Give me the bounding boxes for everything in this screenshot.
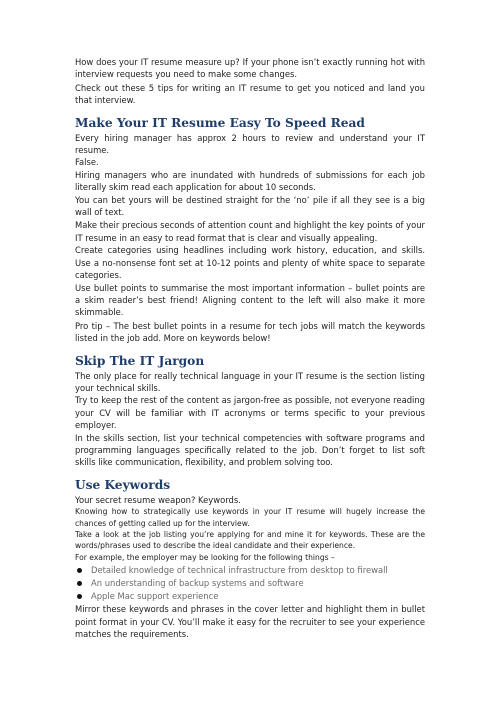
bullet-icon: [77, 581, 82, 586]
body-paragraph: Use bullet points to summarise the most important information – bullet points are a skim reader’s best friend! Aligning content to the left will also make it more skimmable.: [75, 282, 425, 318]
body-paragraph: Your secret resume weapon? Keywords.: [75, 494, 241, 505]
keyword-bullet-list: [75, 564, 425, 603]
list-item: An understanding of backup systems and software: [75, 577, 425, 590]
body-paragraph: You can bet yours will be destined straight for the ‘no’ pile if all they see is a big wall of text.: [75, 194, 425, 218]
body-paragraph: Make their precious seconds of attention count and highlight the key points of your IT resume in an easy to read format that is clear and visually appealing.: [75, 220, 425, 243]
list-item: Apple Mac support experience: [75, 590, 425, 603]
body-paragraph: The only place for really technical language in your IT resume is the section listing your technical skills.: [75, 370, 425, 393]
body-paragraph: False.: [75, 157, 99, 168]
intro-paragraph: How does your IT resume measure up? If your phone isn’t exactly running hot with interview requests you need to make some changes.: [75, 57, 425, 80]
body-paragraph: Hiring managers who are inundated with hundreds of submissions for each job literally skim read each application for about 10 seconds.: [75, 169, 425, 193]
body-paragraph: Create categories using headlines including work history, education, and skills. Use a no-nonsense font set at 10-12 points and plenty of white space to separate categories.: [75, 245, 425, 281]
body-paragraph: In the skills section, list your technical competencies with software programs and programming languages specifically related to the job. Don’t forget to list soft skills like communication, flexibility, and problem solving too.: [75, 432, 425, 468]
list-item: Detailed knowledge of technical infrastructure from desktop to firewall: [75, 564, 425, 577]
document-page: [75, 56, 425, 640]
body-paragraph: Pro tip – The best bullet points in a resume for tech jobs will match the keywords listed in the job add. More on keywords below!: [75, 320, 425, 344]
section-heading-keywords: Use Keywords: [75, 477, 171, 492]
section-heading-jargon: Skip The IT Jargon: [75, 353, 205, 368]
body-paragraph: Take a look at the job listing you’re applying for and mine it for keywords. These are the words/phrases used to describe the ideal candidate and their experience.: [75, 530, 425, 551]
bullet-icon: [77, 594, 82, 599]
section-heading-speed-read: Make Your IT Resume Easy To Speed Read: [75, 115, 365, 130]
body-paragraph: For example, the employer may be looking for the following things –: [75, 552, 335, 562]
body-paragraph: Knowing how to strategically use keywords in your IT resume will hugely increase the chances of getting called up for the interview.: [75, 507, 425, 528]
intro-paragraph: Check out these 5 tips for writing an IT resume to get you noticed and land you that interview.: [75, 82, 425, 106]
bullet-icon: [77, 568, 82, 573]
body-paragraph: Try to keep the rest of the content as jargon-free as possible, not everyone reading your CV will be familiar with IT acronyms or terms specific to your previous employer.: [75, 395, 425, 431]
body-paragraph: Every hiring manager has approx 2 hours to review and understand your IT resume.: [75, 132, 425, 156]
closing-paragraph: Mirror these keywords and phrases in the cover letter and highlight them in bullet point format in your CV. You’ll make it easy for the recruiter to see your experience matches the requirements.: [75, 604, 425, 640]
